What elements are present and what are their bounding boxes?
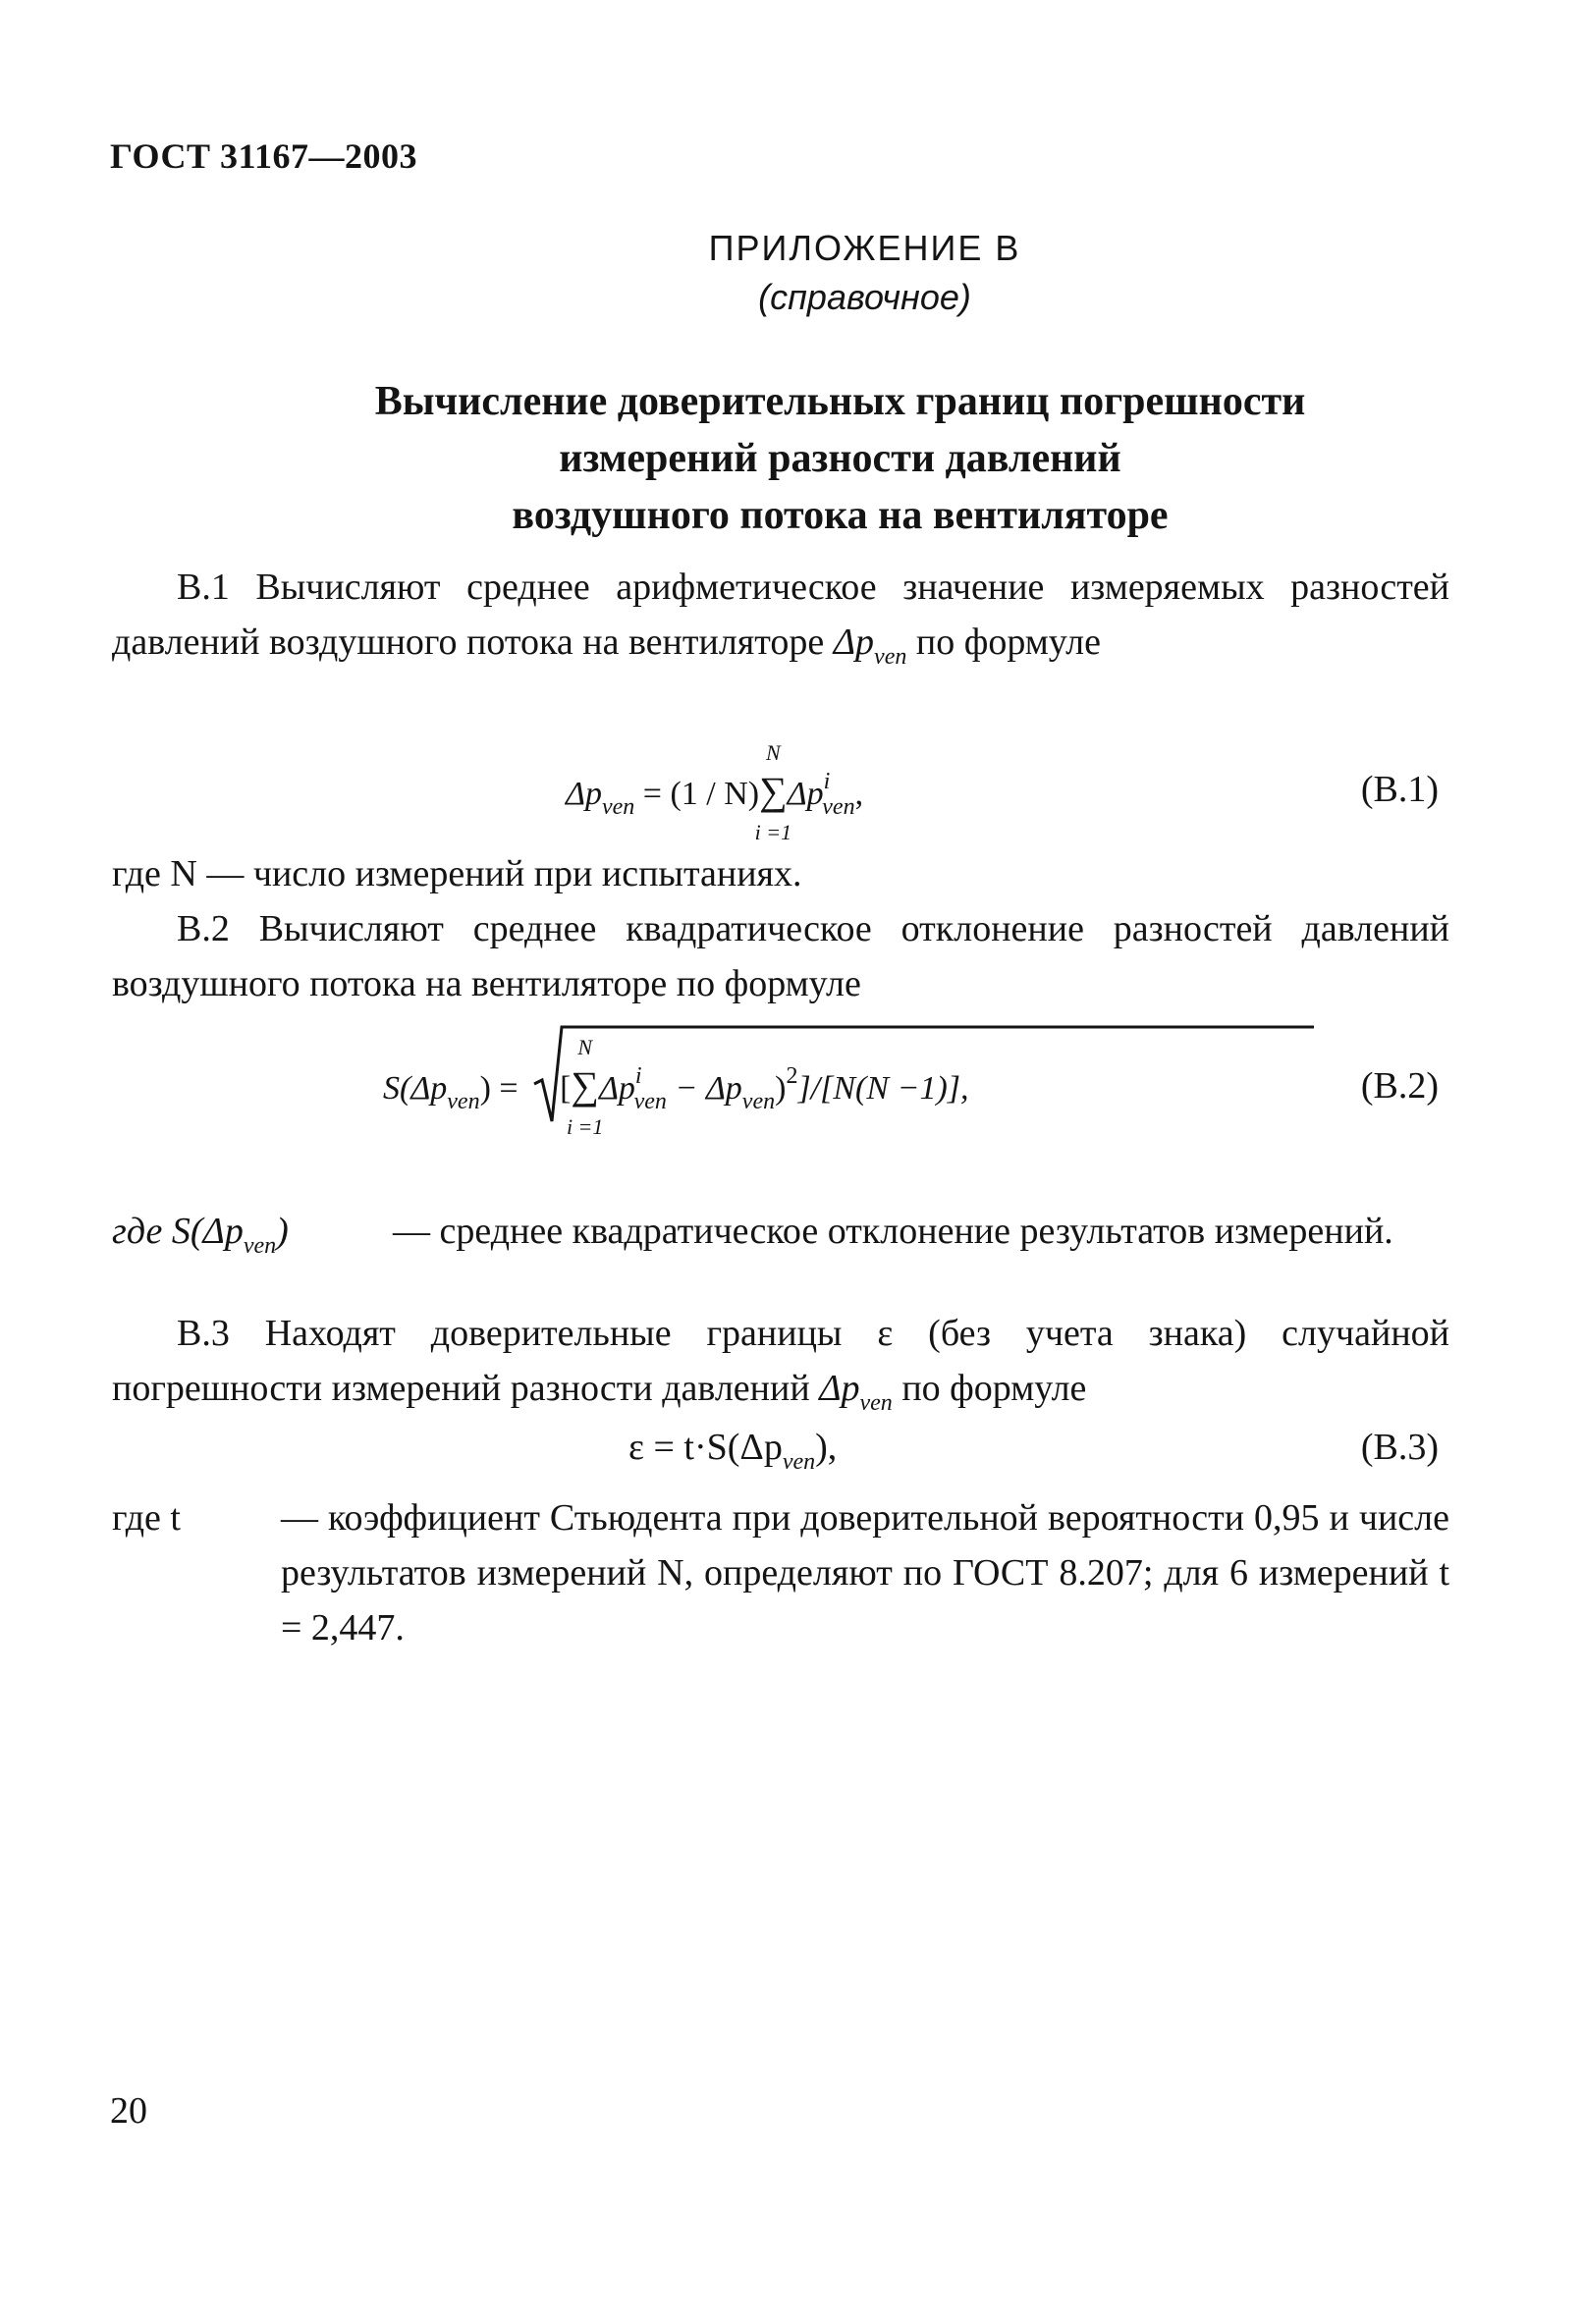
- b2-where-text: — среднее квадратическое отклонение результатов измерений.: [393, 1211, 1393, 1252]
- b1-formula-end: ,: [854, 776, 864, 812]
- b3-formula: ε = t·S(Δp: [628, 1427, 783, 1468]
- sum-symbol: ∑ N i =1: [754, 740, 792, 844]
- main-title-line-2: измерений разности давлений: [559, 436, 1121, 481]
- b2-radicand-term-sub: ven: [633, 1089, 667, 1114]
- b1-formula-mid: = (1 / N): [634, 776, 760, 812]
- formula-b3: [628, 1426, 838, 1475]
- b1-formula-lhs: Δp: [566, 776, 602, 812]
- b2-radicand-tail: ]/[N(N −1)],: [797, 1070, 969, 1107]
- b3-symbol: Δp: [819, 1368, 860, 1409]
- main-title: [0, 373, 1582, 544]
- b3-formula-sub: ven: [782, 1449, 816, 1475]
- b2-formula-lhs: S(Δp: [383, 1070, 448, 1107]
- eq-number-b2: (В.2): [1360, 1065, 1439, 1107]
- b2-radicand-minus: − Δp: [666, 1070, 742, 1107]
- annex-title: ПРИЛОЖЕНИЕ В: [708, 228, 1021, 268]
- b3-symbol-sub: ven: [859, 1390, 893, 1416]
- paragraph-b1: [112, 560, 1449, 670]
- b2-sum-top: N: [577, 1035, 593, 1059]
- b2-radicand-term: Δp: [598, 1070, 635, 1107]
- b1-formula-term-sup: i: [823, 769, 831, 794]
- b1-formula-term-sub: ven: [822, 794, 855, 820]
- b1-symbol-sub: ven: [874, 644, 907, 670]
- annex-subtitle: (справочное): [758, 277, 971, 317]
- b1-sum-top: N: [766, 740, 781, 765]
- b1-text-end: по формуле: [906, 622, 1101, 663]
- b2-radicand-sq: 2: [786, 1063, 798, 1089]
- b2-sum-bot: i =1: [566, 1114, 604, 1139]
- b3-where-label: где t: [112, 1497, 181, 1539]
- paragraph-b3: [112, 1306, 1449, 1416]
- b2-where-label-text: где S(Δp: [112, 1211, 244, 1252]
- b2-radicand-minus-sub: ven: [741, 1089, 776, 1114]
- b1-sum-bot: i =1: [754, 820, 792, 844]
- b1-formula-term: Δp: [787, 776, 824, 812]
- main-title-line-3: воздушного потока на вентиляторе: [512, 493, 1169, 538]
- b2-radicand-start: [: [560, 1070, 572, 1107]
- sum-symbol-b2: ∑ N i =1: [566, 1035, 604, 1139]
- b2-radicand-term-sup: i: [634, 1063, 642, 1089]
- b1-symbol: Δp: [833, 622, 875, 663]
- eq-number-b3: (В.3): [1360, 1427, 1439, 1468]
- sqrt-radical-icon: [532, 1023, 1318, 1139]
- main-title-line-1: Вычисление доверительных границ погрешности: [374, 379, 1306, 424]
- formula-b2: [383, 1035, 969, 1139]
- b2-formula-lhs-end: ) =: [479, 1070, 518, 1107]
- b1-formula-lhs-sub: ven: [601, 794, 635, 820]
- b3-where-text: [281, 1490, 1449, 1655]
- b3-formula-end: ),: [815, 1427, 838, 1468]
- b2-formula-lhs-sub: ven: [447, 1089, 480, 1114]
- b2-where-label: [112, 1204, 289, 1259]
- formula-b1: [566, 740, 864, 844]
- b3-text-start: В.3 Находят доверительные границы ε (без учета знака) случайной погрешности измерений разности давлений: [112, 1313, 1449, 1409]
- page-number: 20: [110, 2090, 147, 2132]
- sqrt-wrap: [532, 1035, 969, 1139]
- b2-where-label-sub: ven: [243, 1233, 277, 1259]
- b1-text-start: В.1 Вычисляют среднее арифметическое значение измеряемых разностей давлений воздушного потока на вентиляторе: [112, 567, 1449, 663]
- b2-where-label-end: ): [276, 1211, 289, 1252]
- b1-where: где N — число измерений при испытаниях.: [112, 853, 802, 894]
- b3-text-end: по формуле: [892, 1368, 1087, 1409]
- standard-header: ГОСТ 31167—2003: [110, 136, 417, 176]
- paragraph-b2: В.2 Вычисляют среднее квадратическое отклонение разностей давлений воздушного потока на вентиляторе по формуле: [112, 908, 1449, 1004]
- b3-where-text-body: — коэффициент Стьюдента при доверительной вероятности 0,95 и числе результатов измерений N, определяют по ГОСТ 8.207; для 6 измерений t = 2,447.: [281, 1497, 1449, 1648]
- eq-number-b1: (В.1): [1360, 769, 1439, 810]
- b2-radicand-end: ): [775, 1070, 787, 1107]
